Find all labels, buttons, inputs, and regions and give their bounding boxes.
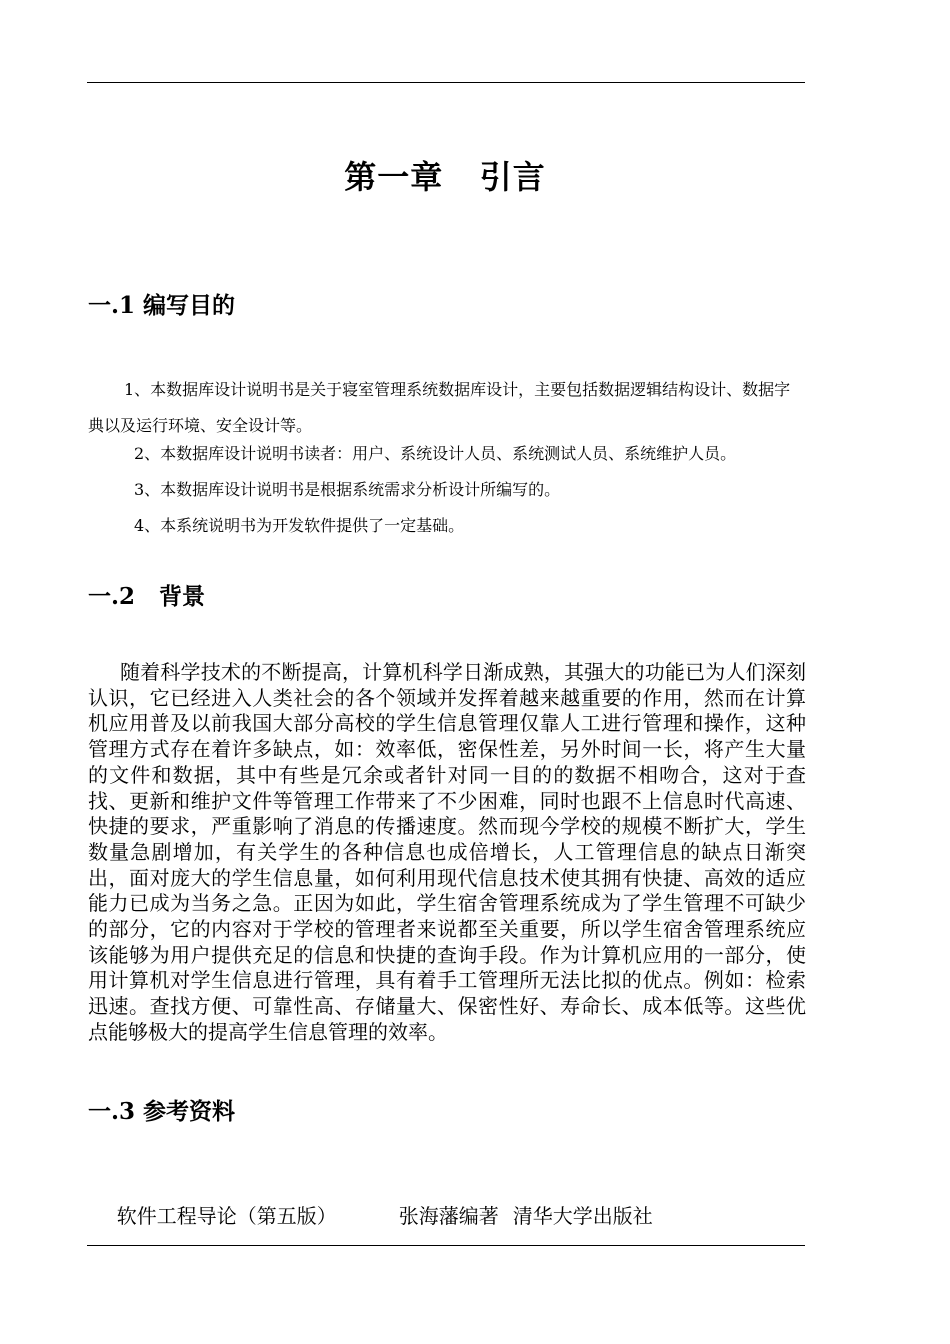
purpose-item-4: 4、本系统说明书为开发软件提供了一定基础。 [134, 516, 465, 535]
reference-book-title: 软件工程导论（第五版） [116, 1204, 337, 1228]
purpose-item-2: 2、本数据库设计说明书读者：用户、系统设计人员、系统测试人员、系统维护人员。 [134, 444, 737, 463]
section-heading-purpose: 一.1 编写目的 [88, 292, 236, 319]
header-rule [87, 82, 805, 83]
reference-entry [104, 1176, 653, 1229]
reference-publisher: 清华大学出版社 [512, 1204, 653, 1228]
footer-rule [87, 1245, 805, 1246]
section-heading-references: 一.3 参考资料 [88, 1098, 236, 1125]
background-paragraph: 随着科学技术的不断提高，计算机科学日渐成熟，其强大的功能已为人们深刻认识，它已经进入人类社会的各个领域并发挥着越来越重要的作用，然而在计算机应用普及以前我国大部分高校的学生信息管理仅靠人工进行管理和操作，这种管理方式存在着许多缺点，如：效率低，密保性差，另外时间一长，将产生大量的文件和数据，其中有些是冗余或者针对同一目的的数据不相吻合，这对于查找、更新和维护文件等管理工作带来了不少困难，同时也跟不上信息时代高速、快捷的要求，严重影响了消息的传播速度。然而现今学校的规模不断扩大，学生数量急剧增加，有关学生的各种信息也成倍增长，人工管理信息的缺点日渐突出，面对庞大的学生信息量，如何利用现代信息技术使其拥有快捷、高效的适应能力已成为当务之急。正因为如此，学生宿舍管理系统成为了学生管理不可缺少的部分，它的内容对于学校的管理者来说都至关重要，所以学生宿舍管理系统应该能够为用户提供充足的信息和快捷的查询手段。作为计算机应用的一部分，使用计算机对学生信息进行管理，具有着手工管理所无法比拟的优点。例如：检索迅速。查找方便、可靠性高、存储量大、保密性好、寿命长、成本低等。这些优点能够极大的提高学生信息管理的效率。 [88, 660, 806, 1044]
purpose-item-1: 1、本数据库设计说明书是关于寝室管理系统数据库设计，主要包括数据逻辑结构设计、数据字典以及运行环境、安全设计等。 [88, 380, 791, 435]
purpose-item-3: 3、本数据库设计说明书是根据系统需求分析设计所编写的。 [134, 480, 561, 499]
section-heading-background: 一.2 背景 [88, 583, 206, 610]
chapter-title: 第一章 引言 [344, 158, 546, 196]
reference-author: 张海藩编著 [398, 1204, 499, 1228]
